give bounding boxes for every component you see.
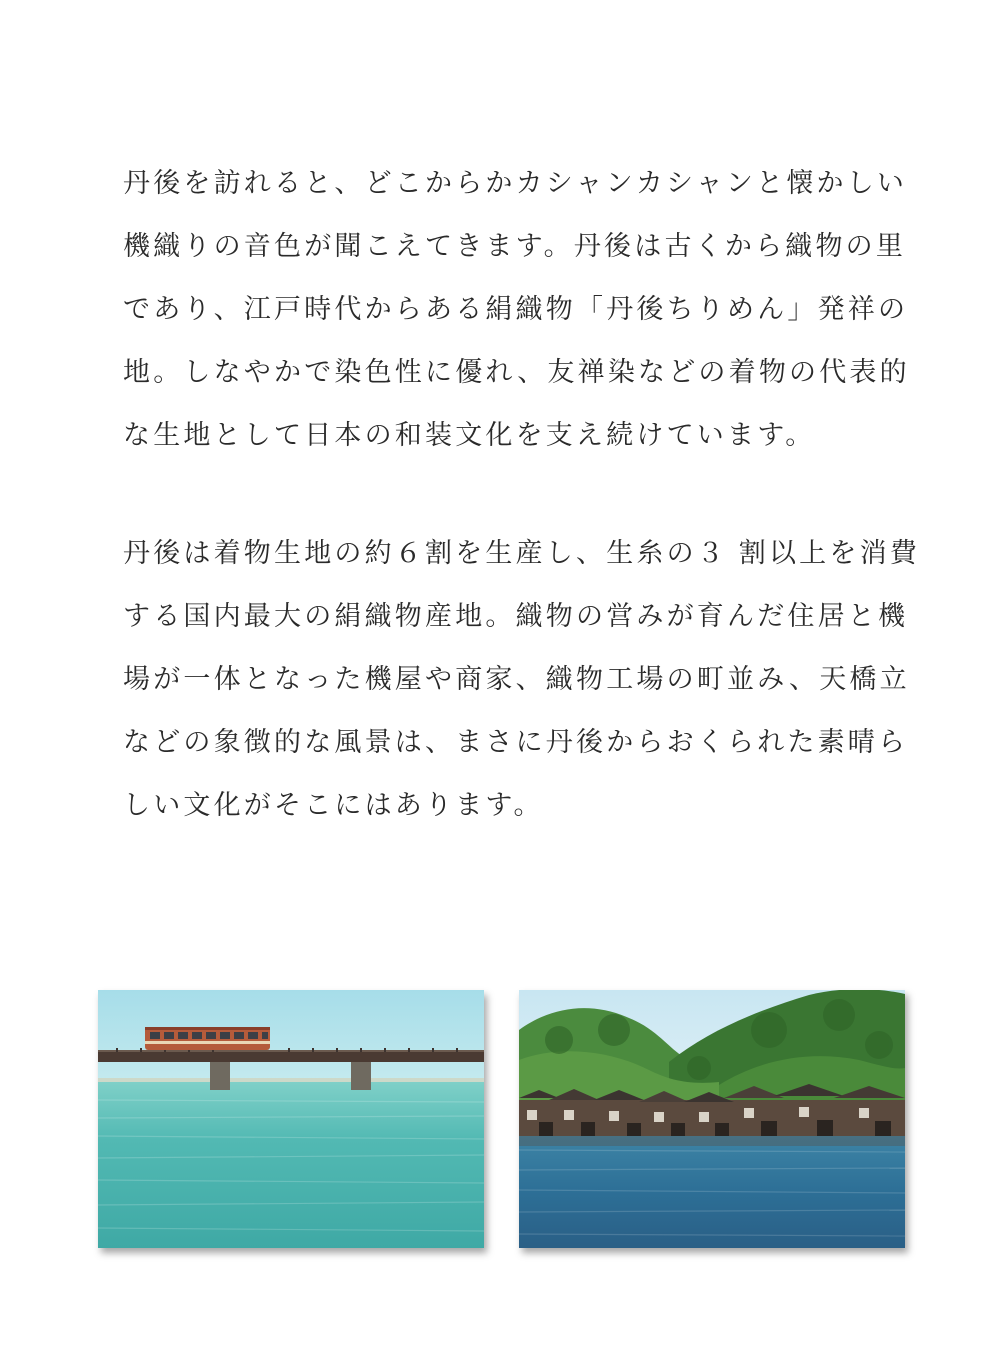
text-line: 丹後は着物生地の約６割を生産し、生糸の３ 割以上を消費 — [123, 538, 920, 569]
text-line: などの象徴的な風景は、まさに丹後からおくられた素晴ら — [123, 727, 909, 758]
text-line: する国内最大の絹織物産地。織物の営みが育んだ住居と機 — [123, 601, 909, 632]
train-bridge-illustration — [98, 990, 484, 1248]
text-line: しい文化がそこにはあります。 — [123, 790, 544, 821]
boathouses-illustration — [519, 990, 905, 1248]
train-bridge-photo — [98, 990, 484, 1248]
text-line: 場が一体となった機屋や商家、織物工場の町並み、天橋立 — [123, 664, 910, 695]
text-line: 地。しなやかで染色性に優れ、友禅染などの着物の代表的 — [123, 357, 910, 388]
text-line: 丹後を訪れると、どこからかカシャンカシャンと懐かしい — [123, 168, 908, 199]
boathouses-photo — [519, 990, 905, 1248]
text-line: 機織りの音色が聞こえてきます。丹後は古くから織物の里 — [123, 231, 907, 262]
text-line: であり、江戸時代からある絹織物「丹後ちりめん」発祥の — [123, 294, 909, 325]
text-line: な生地として日本の和装文化を支え続けています。 — [123, 420, 816, 451]
intro-paragraph — [123, 168, 910, 483]
production-paragraph — [123, 538, 920, 853]
